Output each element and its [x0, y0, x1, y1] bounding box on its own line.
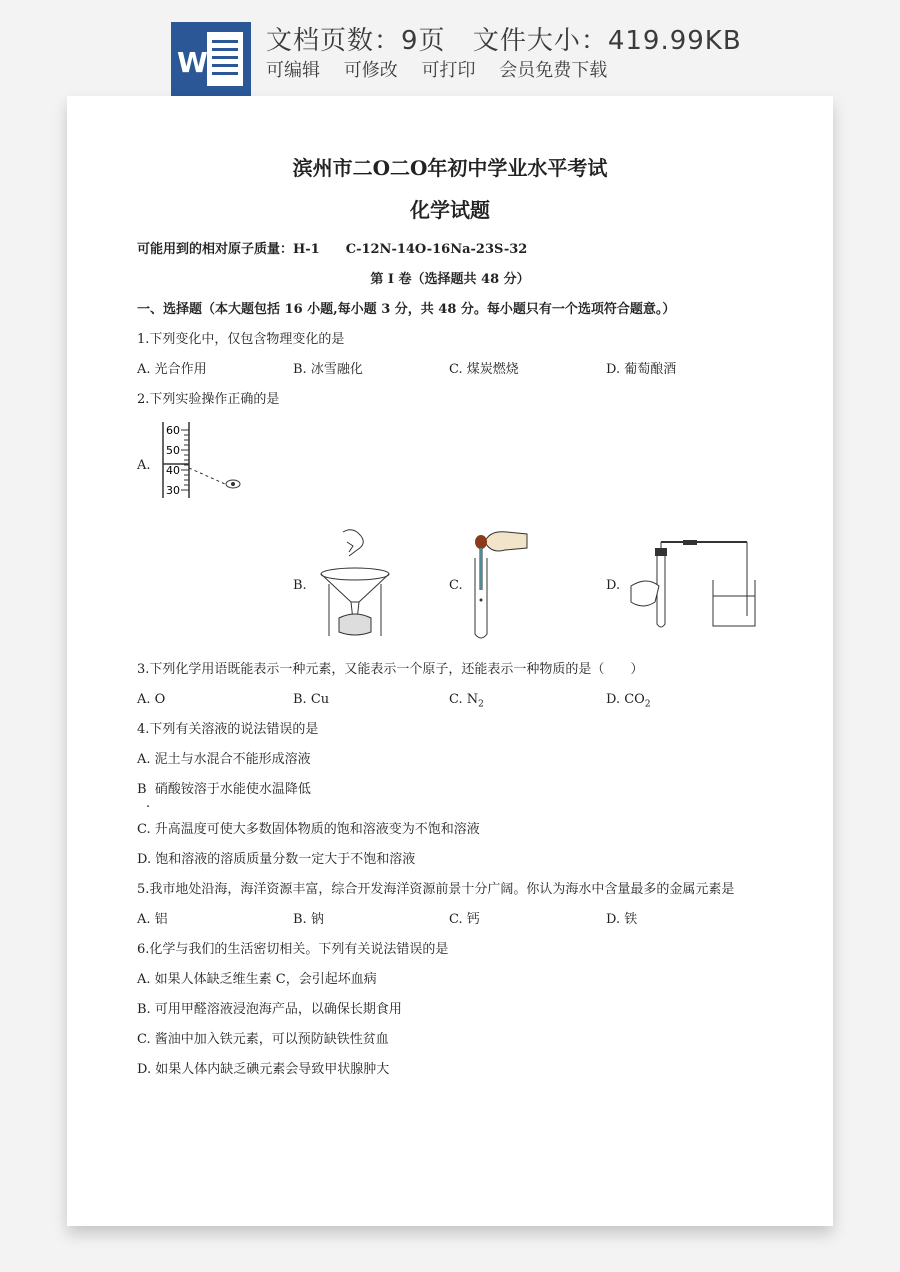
dropper-figure: [471, 528, 531, 644]
question-4-option-c: C. 升高温度可使大多数固体物质的饱和溶液变为不饱和溶液: [137, 822, 480, 837]
graduated-cylinder-figure: [159, 420, 249, 502]
scale-30: 30: [166, 484, 180, 497]
question-1-option-b: B. 冰雪融化: [293, 362, 363, 377]
question-2-label-c: C.: [449, 578, 463, 593]
question-1-option-a: A. 光合作用: [137, 362, 207, 377]
question-2-label-d: D.: [606, 578, 621, 593]
question-2-label-a: A.: [137, 458, 151, 473]
atomic-mass-note: 可能用到的相对原子质量：H-1 C-12N-14O-16Na-23S-32: [137, 242, 528, 257]
filtration-figure: [315, 528, 405, 640]
question-4-option-b-dot: .: [146, 796, 151, 811]
part-heading: 第 I 卷（选择题共 48 分）: [370, 272, 530, 287]
question-4-stem: 4.下列有关溶液的说法错误的是: [137, 722, 319, 737]
word-icon-letter: W: [177, 46, 208, 79]
feature-free-download: 会员免费下载: [499, 60, 608, 81]
page-count: 文档页数：9页: [266, 26, 446, 56]
feature-printable: 可打印: [421, 60, 476, 81]
question-1-stem: 1.下列变化中，仅包含物理变化的是: [137, 332, 345, 347]
section-heading: 一、选择题（本大题包括 16 小题,每小题 3 分，共 48 分。每小题只有一个选项符合题意。）: [137, 302, 676, 317]
feature-modifiable: 可修改: [343, 60, 398, 81]
scale-50: 50: [166, 444, 180, 457]
question-3-option-b: B. Cu: [293, 692, 330, 707]
question-3-option-c: C. $N_2$: [449, 692, 484, 710]
file-size: 文件大小：419.99KB: [472, 26, 742, 56]
airtightness-check-figure: [627, 540, 757, 632]
download-banner: [0, 0, 900, 96]
question-4-option-d: D. 饱和溶液的溶质质量分数一定大于不饱和溶液: [137, 852, 416, 867]
question-4-option-b: B 硝酸铵溶于水能使水温降低: [137, 782, 311, 797]
question-6-option-d: D. 如果人体内缺乏碘元素会导致甲状腺肿大: [137, 1062, 390, 1077]
scale-60: 60: [166, 424, 180, 437]
question-3-option-a: A. O: [137, 692, 166, 707]
exam-subtitle: 化学试题: [410, 198, 490, 222]
question-2-label-b: B.: [293, 578, 307, 593]
question-5-option-b: B. 钠: [293, 912, 324, 927]
document-page: [67, 96, 833, 1226]
question-6-option-a: A. 如果人体缺乏维生素 C，会引起坏血病: [137, 972, 377, 987]
question-6-stem: 6.化学与我们的生活密切相关。下列有关说法错误的是: [137, 942, 449, 957]
feature-editable: 可编辑: [266, 60, 320, 81]
question-4-option-a: A. 泥土与水混合不能形成溶液: [137, 752, 311, 767]
question-1-option-d: D. 葡萄酿酒: [606, 362, 677, 377]
question-1-option-c: C. 煤炭燃烧: [449, 362, 519, 377]
question-5-option-c: C. 钙: [449, 912, 480, 927]
question-2-stem: 2.下列实验操作正确的是: [137, 392, 280, 407]
scale-40: 40: [166, 464, 180, 477]
question-3-stem: 3.下列化学用语既能表示一种元素，又能表示一个原子，还能表示一种物质的是（ ）: [137, 662, 644, 677]
word-document-icon: [171, 22, 251, 96]
feature-list: [266, 56, 625, 82]
question-5-option-a: A. 铝: [137, 912, 168, 927]
exam-title: 滨州市二O二O年初中学业水平考试: [292, 156, 608, 180]
question-3-option-d: D. $CO_2$: [606, 692, 651, 710]
question-5-stem: 5.我市地处沿海，海洋资源丰富，综合开发海洋资源前景十分广阔。你认为海水中含量最多的金属元素是: [137, 882, 735, 897]
question-6-option-c: C. 酱油中加入铁元素，可以预防缺铁性贫血: [137, 1032, 389, 1047]
question-6-option-b: B. 可用甲醛溶液浸泡海产品，以确保长期食用: [137, 1002, 402, 1017]
file-info: [266, 20, 760, 57]
question-5-option-d: D. 铁: [606, 912, 638, 927]
